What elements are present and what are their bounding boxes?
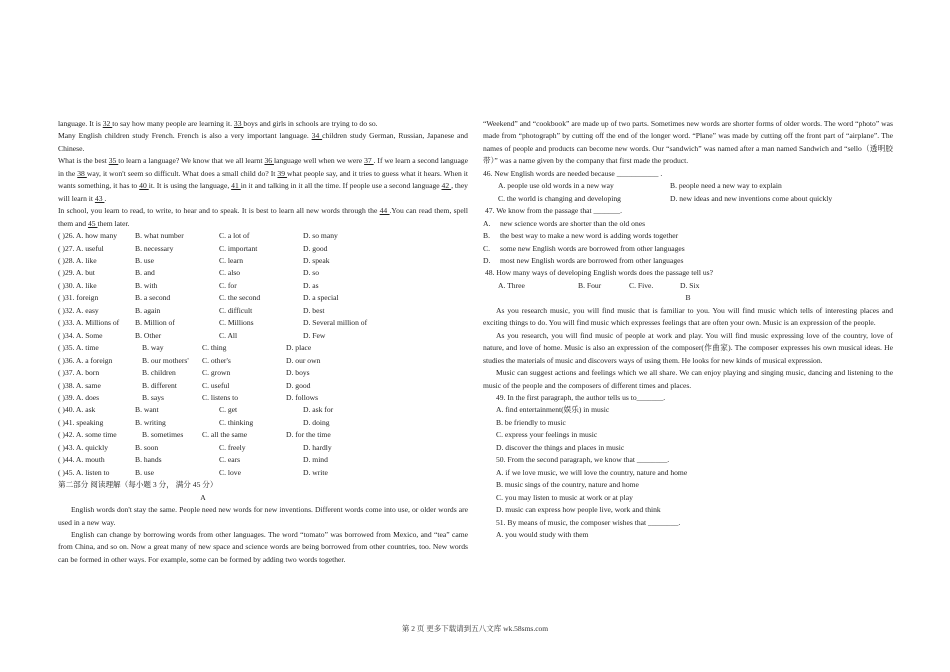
- blank: 32: [102, 119, 113, 128]
- option: D. mind: [303, 455, 328, 465]
- option: D. good: [286, 380, 311, 390]
- text-run: .: [104, 193, 107, 203]
- option: ( )43. A. quickly: [58, 442, 108, 452]
- option: D. place: [286, 343, 312, 353]
- option: D. hardly: [303, 442, 332, 452]
- blank: 43: [94, 193, 105, 203]
- option: A. you would study with them: [496, 529, 589, 539]
- option: C. love: [219, 467, 241, 477]
- option: B. says: [142, 392, 164, 402]
- option-letter: A.: [483, 218, 491, 228]
- option: C. Millions: [219, 318, 254, 328]
- option: A. Three: [498, 280, 525, 290]
- option: B. what number: [135, 231, 184, 241]
- question-48-options: [483, 280, 893, 292]
- question-47: 47. We know from the passage that _______.: [485, 206, 622, 216]
- option-row: [58, 342, 468, 354]
- option-row: [58, 330, 468, 342]
- cloze-options-group-5: [58, 442, 468, 479]
- option-row: [58, 404, 468, 416]
- option: D. Six: [680, 280, 700, 290]
- option-row: [58, 243, 468, 255]
- question-48: 48. How many ways of developing English words does the passage tell us?: [485, 268, 713, 278]
- option: B. with: [135, 280, 158, 290]
- option: C. thing: [202, 343, 227, 353]
- cloze-options-group-1: [58, 230, 468, 342]
- blank: 37: [364, 156, 374, 166]
- option-text: new science words are shorter than the old ones: [500, 218, 646, 228]
- text-run: . If we learn a second language in the: [58, 156, 468, 178]
- option-row: [58, 267, 468, 279]
- text-run: children study German, Russian, Japanese and Chinese.: [58, 131, 468, 153]
- option: A. if we love music, we will love the country, nature and home: [496, 467, 688, 477]
- text-run: language. It is: [58, 119, 103, 128]
- text-run: it. It is using the language,: [148, 181, 232, 191]
- option: C. the second: [219, 293, 261, 303]
- option: ( )31. foreign: [58, 293, 99, 303]
- cloze-options-group-4: [58, 429, 468, 441]
- option: ( )26. A. how many: [58, 231, 118, 241]
- option: D. as: [303, 280, 319, 290]
- option: ( )39. A. does: [58, 392, 100, 402]
- option: B. and: [135, 268, 155, 278]
- blank: 45: [87, 218, 98, 228]
- option-row: [58, 380, 468, 392]
- option-row: [58, 467, 468, 479]
- text-run: in it and talking in it all the time. If people use a second language: [240, 181, 442, 191]
- option: ( )41. speaking: [58, 417, 104, 427]
- option: C. also: [219, 268, 241, 278]
- option: ( )29. A. but: [58, 268, 95, 278]
- question-50: 50. From the second paragraph, we know that ________.: [496, 455, 670, 465]
- blank: 34: [311, 131, 323, 141]
- option: C. difficult: [219, 305, 253, 315]
- option: ( )32. A. easy: [58, 305, 99, 315]
- option: B. hands: [135, 455, 162, 465]
- text-run: to say how many people are learning it.: [112, 119, 234, 128]
- option: ( )38. A. same: [58, 380, 101, 390]
- text-run: In school, you learn to read, to write, to hear and to speak. It is best to learn all new words through the: [58, 206, 380, 216]
- passage-a-paragraph-1: English words don't stay the same. People need new words for new inventions. Different words come into use, or older words are used in a new way.: [58, 505, 468, 527]
- passage-b-paragraph-2: As you research, you will find music of people at work and play. You will find music expressing love of the country, love of nature, and love of home. Music is also an expression of the composer(作曲家). The composer expresses his own musical ideas. He studies the materials of music and discovers ways of using them. He looks for new kinds of musical expression.: [483, 330, 893, 365]
- option: ( )35. A. time: [58, 343, 99, 353]
- option: C. grown: [202, 368, 231, 378]
- right-column: [483, 118, 893, 541]
- option: B. again: [135, 305, 161, 315]
- option: C. All: [219, 330, 238, 340]
- blank: 38: [77, 168, 87, 178]
- text-run: to learn a language? We know that we all learnt: [118, 156, 265, 166]
- option: C. ears: [219, 455, 241, 465]
- cloze-paragraph-1: [58, 118, 468, 130]
- blank: 39: [277, 168, 288, 178]
- option: C. express your feelings in music: [496, 430, 598, 440]
- option: D. Few: [303, 330, 326, 340]
- option: D. best: [303, 305, 325, 315]
- blank: 42: [441, 181, 452, 191]
- option: B. children: [142, 368, 176, 378]
- option: ( )28. A. like: [58, 255, 97, 265]
- option-text: the best way to make a new word is adding words together: [500, 231, 679, 241]
- option: D. our own: [286, 355, 321, 365]
- option: C. listens to: [202, 392, 239, 402]
- question-47-option: [483, 218, 893, 230]
- option: D. write: [303, 467, 328, 477]
- option-row: [58, 355, 468, 367]
- option: ( )34. A. Some: [58, 330, 103, 340]
- text-run: language well when we were: [273, 156, 365, 166]
- text-run: them later.: [97, 218, 130, 228]
- cloze-options-group-3: [58, 404, 468, 429]
- option: D. so: [303, 268, 320, 278]
- option: B. way: [142, 343, 164, 353]
- text-run: , they will learn it: [58, 181, 468, 203]
- option-letter: D.: [483, 255, 491, 265]
- option: B. writing: [135, 417, 166, 427]
- passage-a-paragraph-2: English can change by borrowing words from other languages. The word “tomato” was borrowed from Mexico, and “tea” came from China, and so on. Now a great many of new space and science words are being borrowed from other countries, too. New words can be formed in other ways. For example, some can be formed by adding two words together.: [58, 529, 468, 564]
- option: D. discover the things and places in music: [496, 442, 625, 452]
- option: B. use: [135, 255, 154, 265]
- option: D. speak: [303, 255, 330, 265]
- blank: 40: [139, 181, 149, 191]
- question-46-options-row-1: [483, 180, 893, 192]
- option: C. all the same: [202, 430, 248, 440]
- option: C. thinking: [219, 417, 254, 427]
- page-footer: 第 2 页 更多下载请到五八文库 wk.58sms.com: [401, 624, 549, 633]
- cloze-paragraph-3: [58, 155, 468, 205]
- option: B. be friendly to music: [496, 417, 566, 427]
- option: ( )42. A. some time: [58, 430, 117, 440]
- option: ( )27. A. useful: [58, 243, 104, 253]
- option: B. music sings of the country, nature and home: [496, 480, 639, 490]
- option: C. a lot of: [219, 231, 250, 241]
- question-47-option: [483, 243, 893, 255]
- left-column: [58, 118, 468, 566]
- passage-a-label: A: [200, 492, 206, 502]
- option-row: [58, 292, 468, 304]
- option: ( )33. A. Millions of: [58, 318, 120, 328]
- question-47-option: [483, 230, 893, 242]
- option-letter: C.: [483, 243, 490, 253]
- text-run: way, it won't seem so difficult. What does a small child do? It: [86, 168, 278, 178]
- question-47-option: [483, 255, 893, 267]
- option: B. our mothers': [142, 355, 189, 365]
- option: D. Several million of: [303, 318, 368, 328]
- option: D. so many: [303, 231, 338, 241]
- option: C. the world is changing and developing: [498, 193, 621, 203]
- question-46-options-row-2: [483, 193, 893, 205]
- option: ( )37. A. born: [58, 368, 100, 378]
- option-row: [58, 392, 468, 404]
- option: C. useful: [202, 380, 230, 390]
- text-run: What is the best: [58, 156, 109, 166]
- option: C. freely: [219, 442, 246, 452]
- option: D. for the time: [286, 430, 331, 440]
- option: A. people use old words in a new way: [498, 181, 614, 191]
- text-run: what people say, and it tries to guess what it hears. When it wants something, it has to: [58, 168, 468, 191]
- option-row: [58, 429, 468, 441]
- option-row: [58, 454, 468, 466]
- option-row: [58, 280, 468, 292]
- option-row: [58, 367, 468, 379]
- text-run: Many English children study French. French is also a very important language.: [58, 131, 312, 141]
- option: B. different: [142, 380, 177, 390]
- option: B. Four: [578, 280, 602, 290]
- option: ( )45. A. listen to: [58, 467, 110, 477]
- option: A. find entertainment(娱乐) in music: [496, 405, 610, 415]
- option: ( )40. A. ask: [58, 405, 96, 415]
- cloze-paragraph-2: [58, 130, 468, 155]
- option: B. people need a new way to explain: [670, 181, 782, 191]
- option: D. ask for: [303, 405, 334, 415]
- option-row: [58, 317, 468, 329]
- question-51: 51. By means of music, the composer wishes that ________.: [496, 517, 681, 527]
- option: B. Million of: [135, 318, 175, 328]
- option: D. follows: [286, 392, 319, 402]
- option-letter: B.: [483, 231, 490, 241]
- option-row: [58, 305, 468, 317]
- option-text: some new English words are borrowed from other languages: [500, 243, 685, 253]
- cloze-paragraph-4: [58, 205, 468, 230]
- option: B. a second: [135, 293, 171, 303]
- blank: 33: [233, 119, 244, 128]
- option: D. doing: [303, 417, 330, 427]
- option: B. use: [135, 467, 154, 477]
- blank: 35: [108, 156, 119, 166]
- option: C. learn: [219, 255, 244, 265]
- option: B. want: [135, 405, 159, 415]
- section-title: 第二部分 阅读理解（每小题 3 分， 满分 45 分）: [58, 480, 218, 490]
- passage-b-paragraph-3: Music can suggest actions and feelings which we all share. We can enjoy playing and singing music, dancing and listening to the music of the people and the composers of different times and places.: [483, 368, 893, 390]
- option: C. you may listen to music at work or at play: [496, 492, 633, 502]
- option: ( )36. A. a foreign: [58, 355, 113, 365]
- option-text: most new English words are borrowed from other languages: [500, 255, 684, 265]
- blank: 44: [379, 206, 390, 216]
- option: D. a special: [303, 293, 339, 303]
- passage-b-label: B: [685, 293, 691, 303]
- option: ( )30. A. like: [58, 280, 97, 290]
- option: C. Five.: [629, 280, 654, 290]
- cloze-options-group-2: [58, 342, 468, 404]
- passage-b-paragraph-1: As you research music, you will find music that is familiar to you. You will find music which tells of interesting places and exciting things to do. You will find music which expresses feelings that are often your own. Music is an expression of the people.: [483, 305, 893, 328]
- option: C. get: [219, 405, 238, 415]
- text-run: boys and girls in schools are trying to do so.: [243, 119, 378, 128]
- passage-a-paragraph-3: “Weekend” and “cookbook” are made up of two parts. Sometimes new words are shorter forms of older words. The word “photo” was made from “photograph” by cutting off the end of the longer word. “Plane” was made by cutting off the front part of “airplane”. The names of people and products can become new words. Our “sandwich” was named after a man named Sandwich and “sello（透明胶带）” was a name given by the company that first made the product.: [483, 119, 893, 166]
- option: D. new ideas and new inventions come about quickly: [670, 193, 833, 203]
- option-row: [58, 230, 468, 242]
- option: C. important: [219, 243, 258, 253]
- option: B. soon: [135, 442, 159, 452]
- text-run: .You can read them, spell them and: [58, 206, 468, 228]
- blank: 36: [264, 156, 274, 166]
- option: D. boys: [286, 368, 310, 378]
- option: C. for: [219, 280, 237, 290]
- option: D. music can express how people live, work and think: [496, 505, 661, 515]
- question-46: 46. New English words are needed because ___________ .: [483, 168, 663, 178]
- question-49: 49. In the first paragraph, the author tells us to_______.: [496, 392, 666, 402]
- option: B. Other: [135, 330, 162, 340]
- option: ( )44. A. mouth: [58, 455, 105, 465]
- option: B. necessary: [135, 243, 174, 253]
- blank: 41: [231, 181, 241, 191]
- option-row: [58, 417, 468, 429]
- option: B. sometimes: [142, 430, 184, 440]
- option: D. good: [303, 243, 328, 253]
- option-row: [58, 442, 468, 454]
- option-row: [58, 255, 468, 267]
- option: C. other's: [202, 355, 231, 365]
